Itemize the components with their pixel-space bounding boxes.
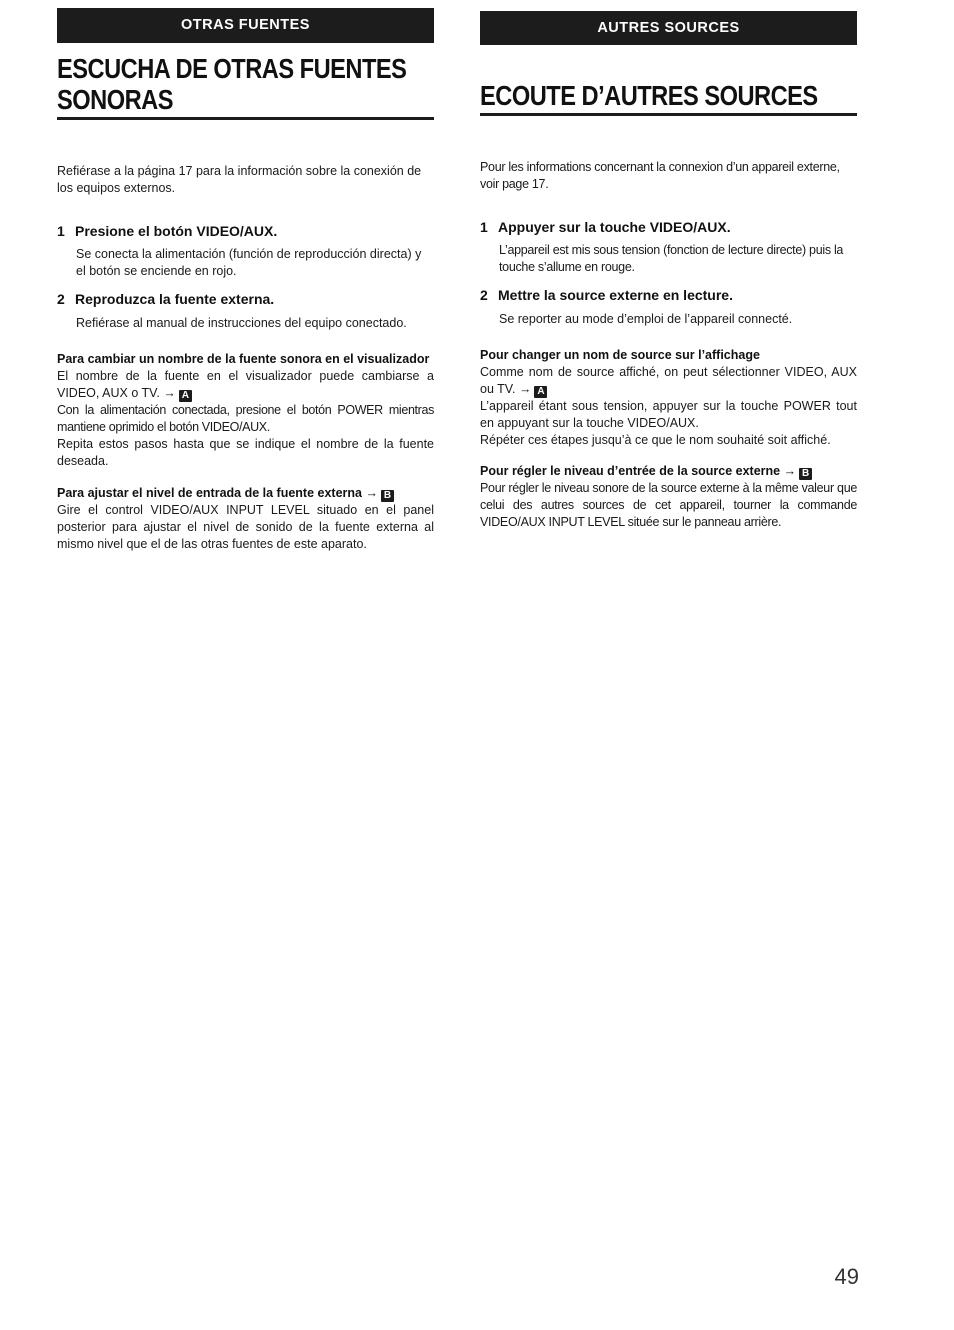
rename-source-paragraph-3: Répéter ces étapes jusqu’à ce que le nom souhaité soit affiché. xyxy=(480,433,831,447)
french-column xyxy=(480,8,857,531)
figure-a-icon: A xyxy=(534,386,547,398)
step-number: 1 xyxy=(480,219,488,235)
arrow-icon: → xyxy=(783,464,797,478)
figure-a-icon: A xyxy=(179,390,192,402)
step-1-heading xyxy=(57,222,434,240)
step-1-body: L’appareil est mis sous tension (fonction de lecture directe) puis la touche s’allume en rouge. xyxy=(499,243,844,274)
step-title: Presione el botón VIDEO/AUX. xyxy=(75,223,278,239)
step-number: 2 xyxy=(480,287,488,303)
title-line-1: ESCUCHA DE OTRAS FUENTES xyxy=(57,53,407,84)
step-1-heading xyxy=(480,218,857,236)
step-title: Mettre la source externe en lecture. xyxy=(498,287,733,303)
figure-b-icon: B xyxy=(799,468,812,480)
section-banner: OTRAS FUENTES xyxy=(57,8,434,43)
input-level-heading: Pour régler le niveau d’entrée de la source externe → B xyxy=(480,463,857,480)
input-level-paragraph: Gire el control VIDEO/AUX INPUT LEVEL situado en el panel posterior para ajustar el nivel de sonido de la fuente externa al mismo nivel que el de las otras fuentes de este aparato. xyxy=(57,503,434,551)
step-2-heading xyxy=(480,286,857,304)
arrow-icon: → xyxy=(518,382,532,396)
page-number: 49 xyxy=(834,1264,859,1289)
input-level-heading: Para ajustar el nivel de entrada de la fuente externa → B xyxy=(57,485,434,502)
step-2-body: Se reporter au mode d’emploi de l’appareil connecté. xyxy=(499,312,793,326)
arrow-icon: → xyxy=(365,486,378,500)
step-number: 1 xyxy=(57,223,65,239)
rename-source-paragraph-3: Repita estos pasos hasta que se indique el nombre de la fuente deseada. xyxy=(57,437,434,468)
arrow-icon: → xyxy=(163,386,176,400)
rename-source-paragraph-2: Con la alimentación conectada, presione el botón POWER mientras mantiene oprimido el botón VIDEO/AUX. xyxy=(57,403,434,434)
page-title xyxy=(57,53,433,115)
step-1-body: Se conecta la alimentación (función de reproducción directa) y el botón se enciende en rojo. xyxy=(76,247,422,278)
step-2-body: Refiérase al manual de instrucciones del equipo conectado. xyxy=(76,316,407,330)
rename-source-paragraph-1: Comme nom de source affiché, on peut sélectionner VIDEO, AUX ou TV. → A xyxy=(480,365,857,397)
step-title: Appuyer sur la touche VIDEO/AUX. xyxy=(498,219,731,235)
rename-source-paragraph-1: El nombre de la fuente en el visualizador puede cambiarse a VIDEO, AUX o TV. → A xyxy=(57,369,434,401)
rename-source-heading: Pour changer un nom de source sur l’affichage xyxy=(480,348,760,362)
title-underline xyxy=(480,113,857,116)
intro-text: Pour les informations concernant la connexion d’un appareil externe, voir page 17. xyxy=(480,160,840,191)
rename-source-paragraph-2: L’appareil étant sous tension, appuyer sur la touche POWER tout en appuyant sur la touche VIDEO/AUX. xyxy=(480,399,857,430)
section-banner: AUTRES SOURCES xyxy=(480,11,857,45)
title-underline xyxy=(57,117,434,120)
step-number: 2 xyxy=(57,291,65,307)
rename-source-heading: Para cambiar un nombre de la fuente sonora en el visualizador xyxy=(57,352,430,366)
figure-b-icon: B xyxy=(381,490,394,502)
intro-text: Refiérase a la página 17 para la información sobre la conexión de los equipos externos. xyxy=(57,164,422,195)
step-title: Reproduzca la fuente externa. xyxy=(75,291,275,307)
page-title: ECOUTE D’AUTRES SOURCES xyxy=(480,80,818,111)
spanish-column xyxy=(57,8,434,553)
input-level-paragraph: Pour régler le niveau sonore de la source externe à la même valeur que celui des autres sources de cet appareil, tourner la commande VIDEO/AUX INPUT LEVEL située sur le panneau arrière. xyxy=(480,481,857,529)
step-2-heading xyxy=(57,290,434,308)
title-line-2: SONORAS xyxy=(57,84,173,115)
